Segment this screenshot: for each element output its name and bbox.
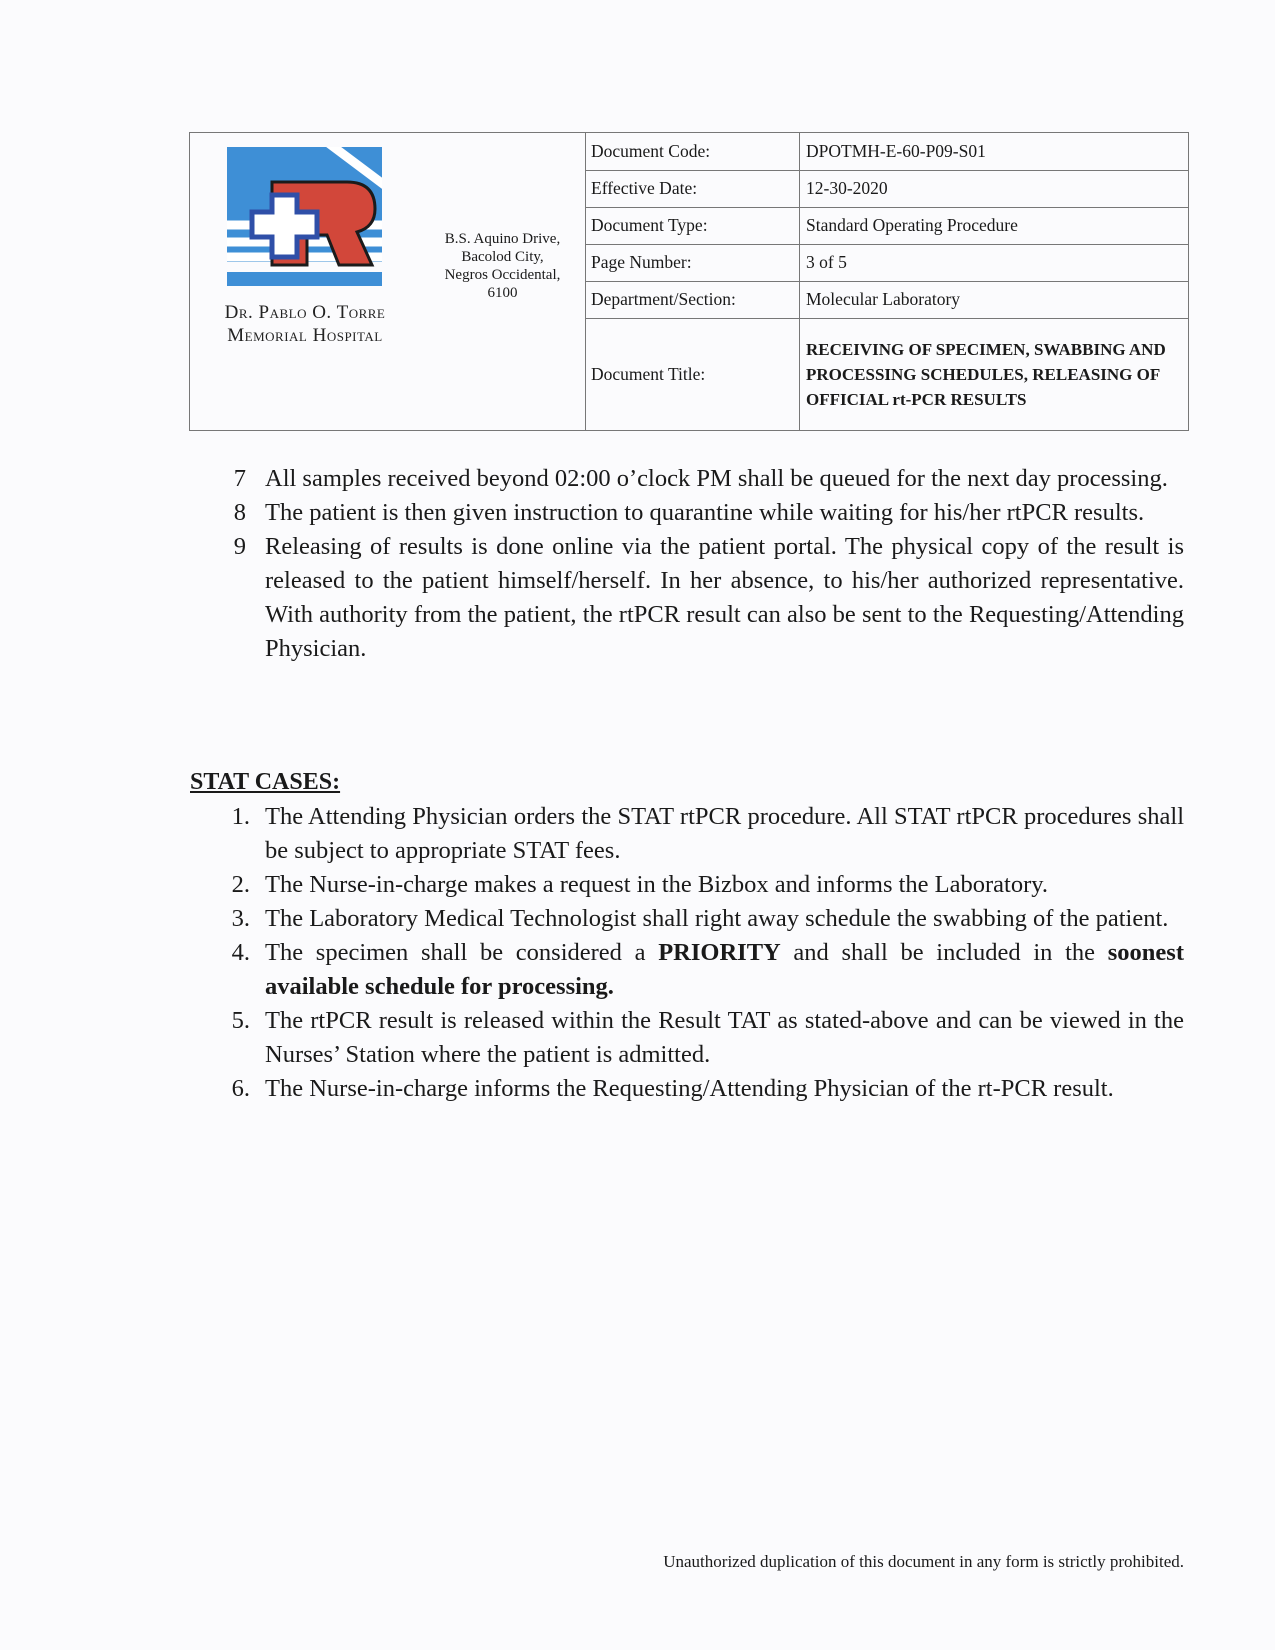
field-label: Document Code: [585,133,800,170]
item-number: 2. [231,871,250,898]
item-number: 7 [233,465,246,492]
list-item [220,1072,1184,1106]
hospital-name-line2: Memorial Hospital [227,325,383,346]
item-number: 6. [231,1075,250,1102]
list-item [220,496,1184,530]
field-label: Document Type: [585,207,800,244]
item-number: 1. [231,803,250,830]
document-title: RECEIVING OF SPECIMEN, SWABBING AND PROCESSING SCHEDULES, RELEASING OF OFFICIAL rt-PCR RESULTS [806,339,1166,409]
list-item [220,530,1184,666]
footer-notice: Unauthorized duplication of this document in any form is strictly prohibited. [663,1552,1184,1571]
document-header [189,132,1189,431]
field-value: DPOTMH-E-60-P09-S01 [800,133,1190,170]
schedule-emphasis: soonest available schedule for processing [265,939,1184,1000]
table-row [585,170,1189,207]
procedure-list [220,462,1184,666]
field-label: Department/Section: [585,281,800,318]
table-row [585,207,1189,244]
item-text: All samples received beyond 02:00 o’clock PM shall be queued for the next day processing. [265,465,1168,492]
item-text: and shall be included in the [780,939,1108,966]
item-text: Releasing of results is done online via the patient portal. The physical copy of the result is released to the patient himself/herself. In her absence, to his/her authorized representative. With authority from the patient, the rtPCR result can also be sent to the Requesting/Attending Physician. [265,533,1184,662]
list-item [220,462,1184,496]
table-row [585,281,1189,318]
item-text: The rtPCR result is released within the Result TAT as stated-above and can be viewed in the Nurses’ Station where the patient is admitted. [265,1007,1184,1068]
list-item [220,868,1184,902]
address-line: 6100 [487,285,518,301]
stat-cases-list [220,800,1184,1106]
item-text: The specimen shall be considered a [265,939,659,966]
item-number: 8 [233,499,246,526]
item-number: 4. [231,939,250,966]
item-text: . [607,973,614,1000]
list-item [220,936,1184,1004]
field-value: Standard Operating Procedure [800,207,1190,244]
logo-cell [190,133,586,430]
field-value: 3 of 5 [800,244,1190,281]
item-number: 9 [233,533,246,560]
field-label: Document Title: [585,318,800,430]
item-text: The Nurse-in-charge informs the Requesting/Attending Physician of the rt-PCR result. [265,1075,1114,1102]
item-text: The Laboratory Medical Technologist shall right away schedule the swabbing of the patient. [265,905,1169,932]
item-text: The patient is then given instruction to quarantine while waiting for his/her rtPCR results. [265,499,1145,526]
stat-cases-heading: STAT CASES: [190,769,341,795]
table-row [585,133,1189,170]
item-text: The Nurse-in-charge makes a request in the Bizbox and informs the Laboratory. [265,871,1049,898]
address-line: Bacolod City, [461,249,544,265]
address-line: B.S. Aquino Drive, [444,231,561,247]
item-number: 3. [231,905,250,932]
field-value: 12-30-2020 [800,170,1190,207]
field-label: Effective Date: [585,170,800,207]
document-info-table [585,133,1189,430]
field-label: Page Number: [585,244,800,281]
list-item [220,1004,1184,1072]
hospital-name [190,301,420,347]
field-value: Molecular Laboratory [800,281,1190,318]
hospital-address [420,230,585,302]
item-text: The Attending Physician orders the STAT rtPCR procedure. All STAT rtPCR procedures shall be subject to appropriate STAT fees. [265,803,1184,864]
list-item [220,800,1184,868]
address-line: Negros Occidental, [444,267,561,283]
list-item [220,902,1184,936]
table-row [585,244,1189,281]
priority-emphasis: PRIORITY [658,939,781,966]
table-row [585,318,1189,430]
hospital-name-line1: Dr. Pablo O. Torre [224,302,386,323]
item-number: 5. [231,1007,250,1034]
hospital-logo-icon [227,147,382,297]
